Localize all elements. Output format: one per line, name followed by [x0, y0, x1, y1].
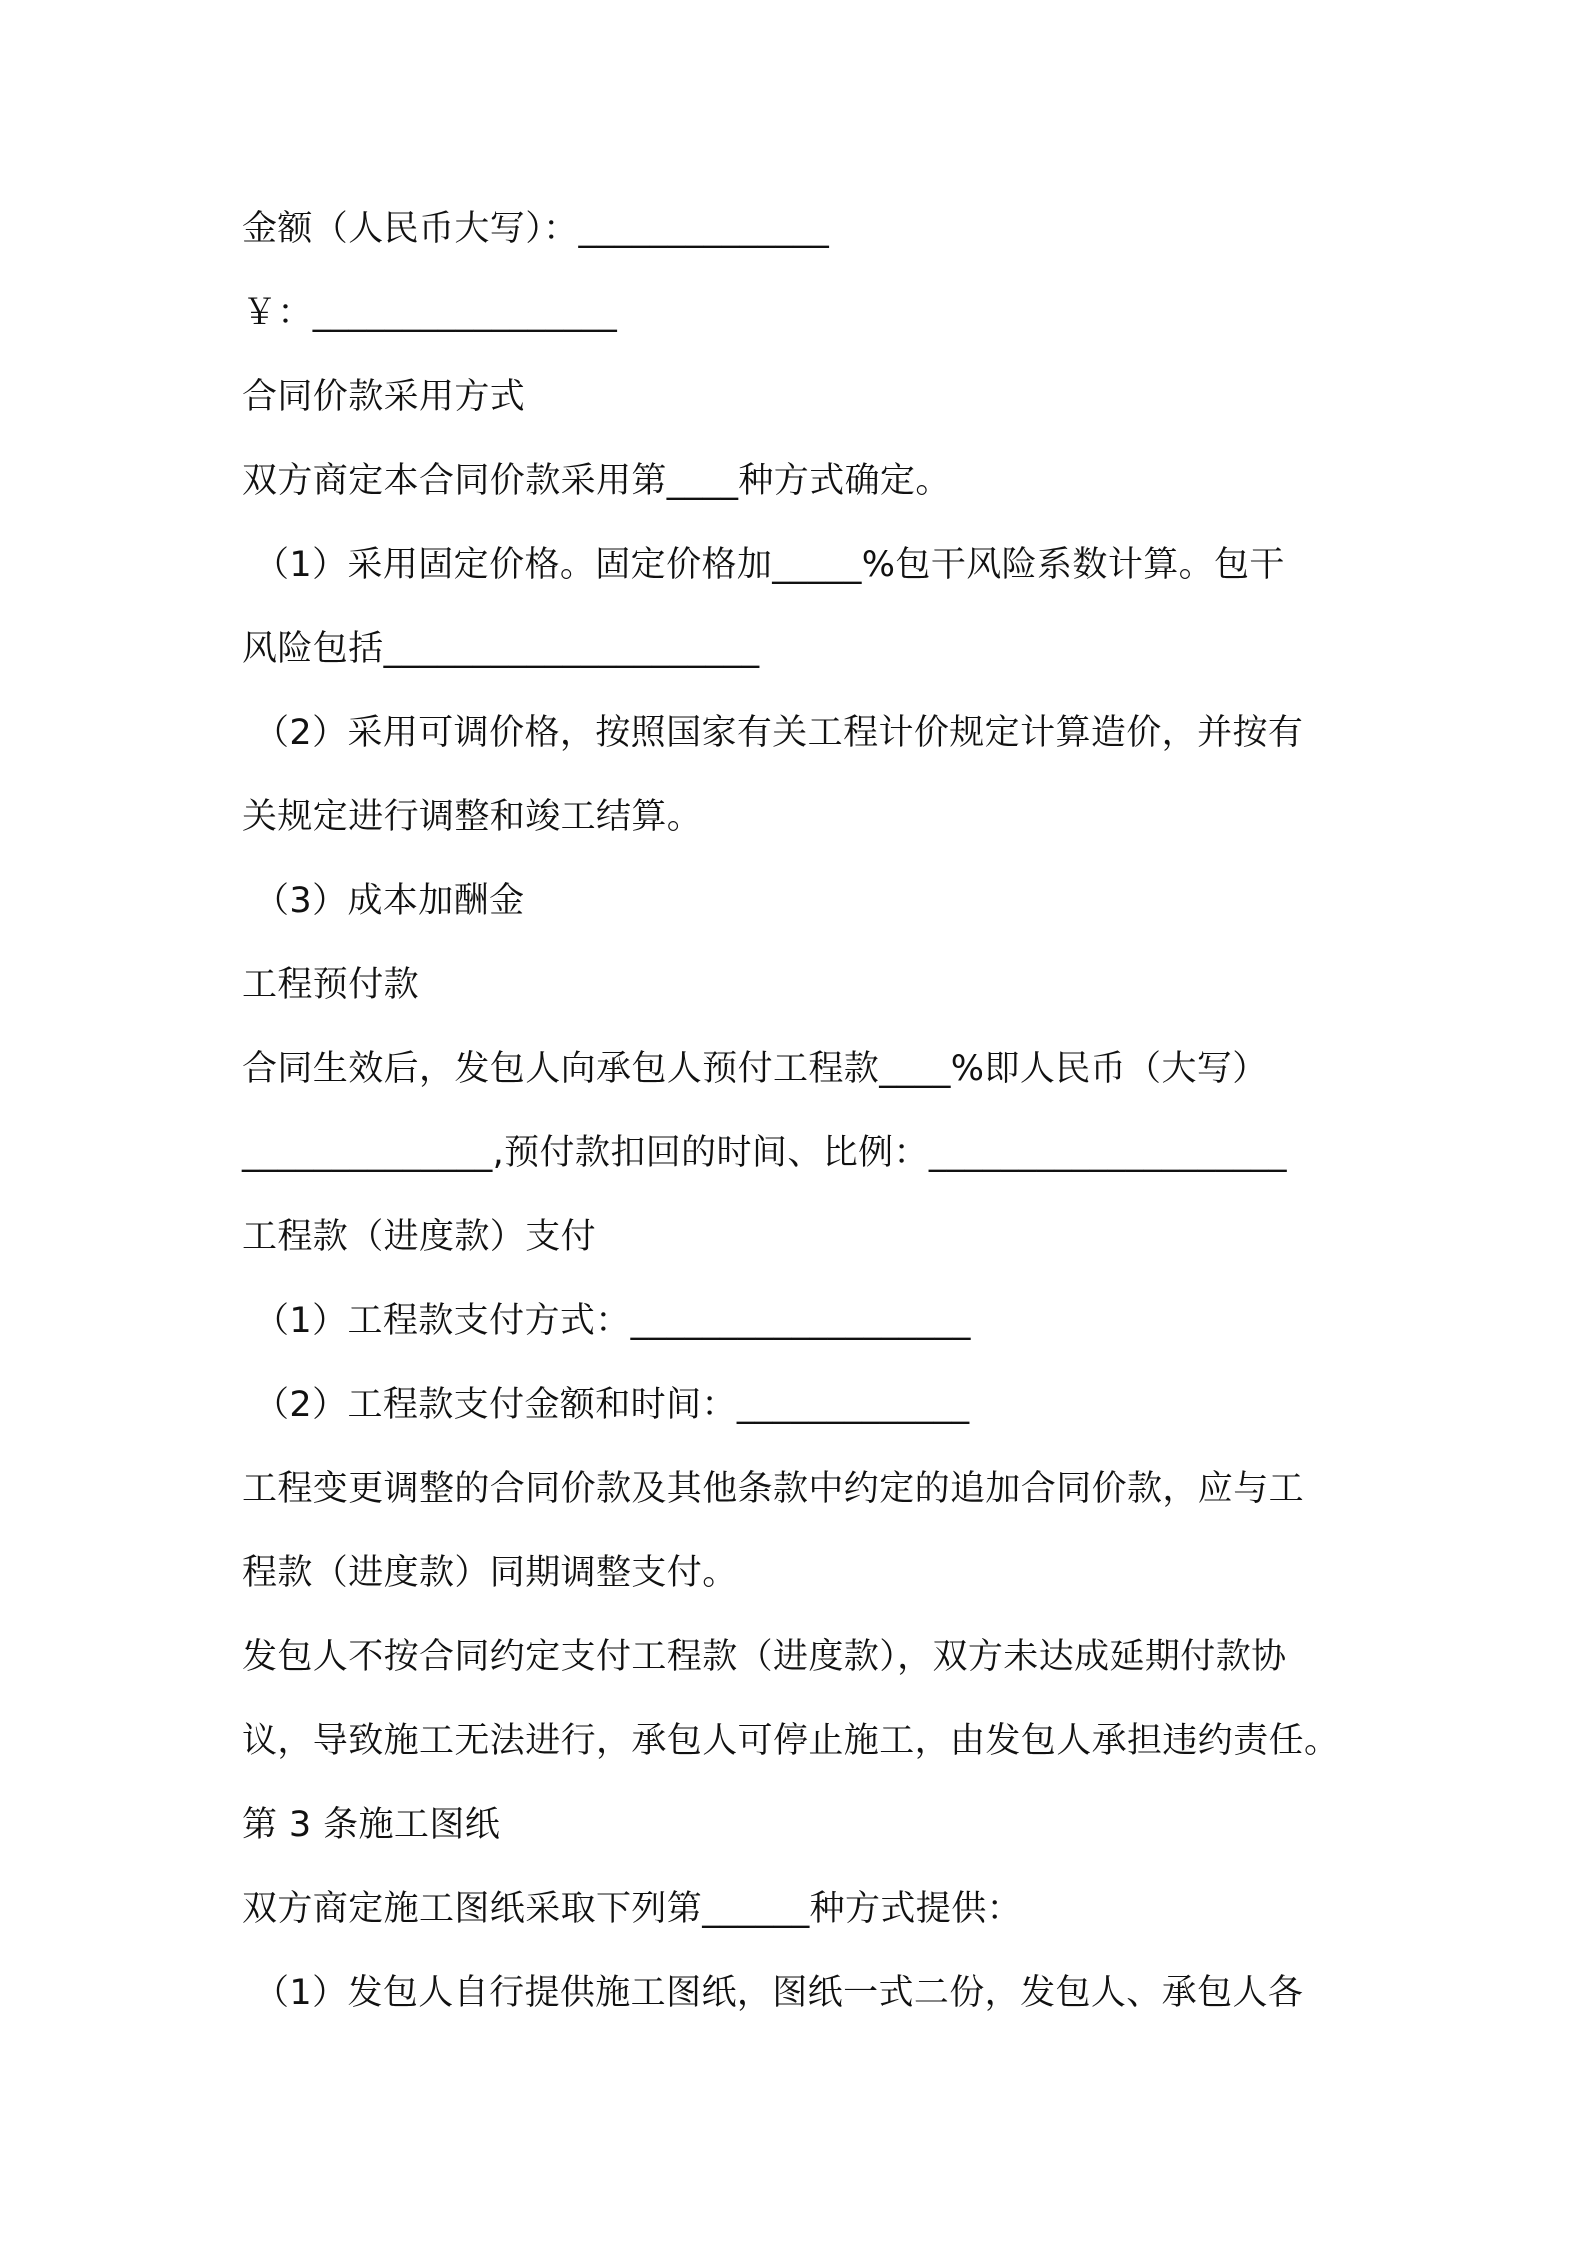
paragraph-late-payment-cont: 议，导致施工无法进行，承包人可停止施工，由发包人承担违约责任。 [242, 1721, 1340, 1761]
list-item-adjustable-price: （2）采用可调价格，按照国家有关工程计价规定计算造价，并按有 [254, 713, 1304, 753]
article-heading-drawings: 第 3 条施工图纸 [242, 1805, 501, 1845]
paragraph-price-method: 双方商定本合同价款采用第____种方式确定。 [242, 461, 951, 501]
amount-yuan-line: ￥：_________________ [242, 293, 618, 333]
section-heading-advance-payment: 工程预付款 [242, 965, 420, 1005]
paragraph-advance-payment-cont: ______________,预付款扣回的时间、比例：____________________ [242, 1133, 1287, 1173]
paragraph-drawings-method: 双方商定施工图纸采取下列第______种方式提供： [242, 1889, 1023, 1929]
section-heading-progress-payment: 工程款（进度款）支付 [242, 1217, 597, 1257]
paragraph-late-payment: 发包人不按合同约定支付工程款（进度款），双方未达成延期付款协 [242, 1637, 1287, 1677]
list-item-cost-plus: （3）成本加酬金 [254, 881, 525, 921]
amount-rmb-uppercase-line: 金额（人民币大写）：______________ [242, 209, 830, 249]
section-heading-price-method: 合同价款采用方式 [242, 377, 526, 417]
list-item-payment-method: （1）工程款支付方式：___________________ [254, 1301, 971, 1341]
list-item-payment-amount-time: （2）工程款支付金额和时间：_____________ [254, 1385, 970, 1425]
list-item-fixed-price: （1）采用固定价格。固定价格加_____%包干风险系数计算。包干 [254, 545, 1285, 585]
list-item-adjustable-price-cont: 关规定进行调整和竣工结算。 [242, 797, 703, 837]
paragraph-change-adjustment: 工程变更调整的合同价款及其他条款中约定的追加合同价款，应与工 [242, 1469, 1305, 1509]
paragraph-advance-payment: 合同生效后，发包人向承包人预付工程款____%即人民币（大写） [242, 1049, 1268, 1089]
paragraph-change-adjustment-cont: 程款（进度款）同期调整支付。 [242, 1553, 738, 1593]
list-item-drawings-by-employer: （1）发包人自行提供施工图纸，图纸一式二份，发包人、承包人各 [254, 1973, 1304, 2013]
list-item-fixed-price-cont: 风险包括_____________________ [242, 629, 760, 669]
